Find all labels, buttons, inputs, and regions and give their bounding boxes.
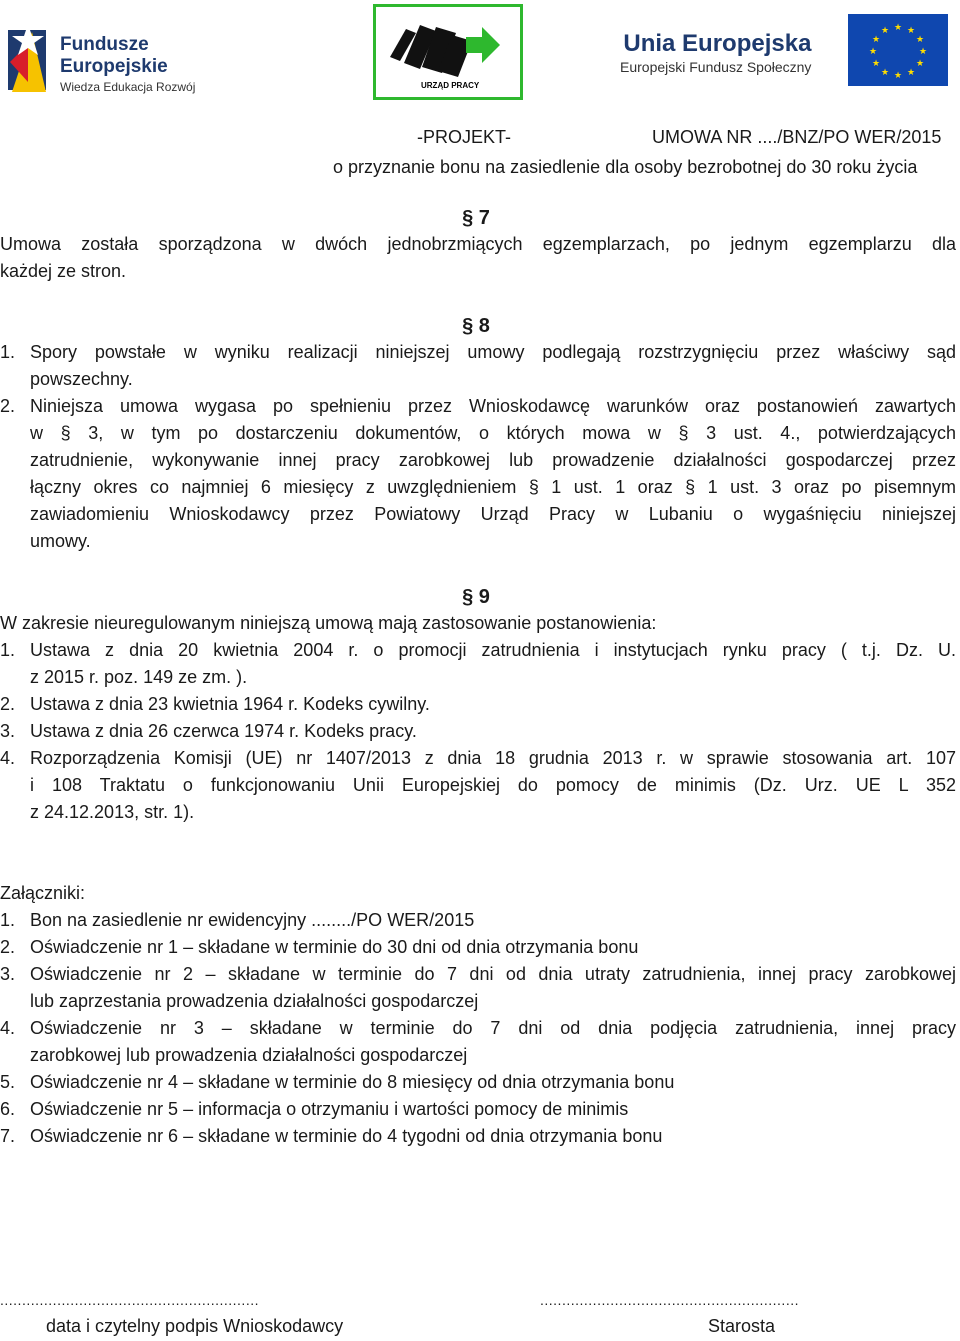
fe-star-icon [8, 22, 52, 98]
item-line: powszechny. [30, 369, 133, 389]
svg-text:★: ★ [880, 68, 890, 78]
item-number: 1. [0, 640, 16, 660]
item-number: 5. [0, 1072, 16, 1092]
document-header [0, 0, 960, 110]
urzad-pracy-arrow-icon [376, 9, 520, 79]
urzad-pracy-label: URZĄD PRACY [421, 81, 480, 90]
item-line: Ustawa z dnia 23 kwietnia 1964 r. Kodeks cywilny. [30, 694, 430, 714]
item-line: Oświadczenie nr 6 – składane w terminie do 4 tygodni od dnia otrzymania bonu [30, 1126, 663, 1146]
urzad-pracy-logo [373, 4, 523, 100]
item-number: 1. [0, 342, 16, 362]
fe-subtitle: Wiedza Edukacja Rozwój [60, 80, 196, 94]
section-8-heading: § 8 [462, 315, 490, 337]
starosta-signature-label: Starosta [708, 1316, 776, 1336]
item-line: Ustawa z dnia 20 kwietnia 2004 r. o promocji zatrudnienia i instytucjach rynku pracy ( t.j. Dz. U. [30, 640, 956, 660]
section-7-line-1: Umowa została sporządzona w dwóch jednobrzmiących egzemplarzach, po jednym egzemplarzu dla [0, 234, 956, 254]
item-number: 7. [0, 1126, 16, 1146]
svg-text:★: ★ [880, 26, 890, 36]
item-line: z 24.12.2013, str. 1). [30, 802, 195, 822]
item-line: Niniejsza umowa wygasa po spełnieniu przez Wnioskodawcę warunków oraz postanowień zawartych [30, 396, 956, 416]
fe-line2: Europejskie [60, 56, 168, 77]
item-number: 4. [0, 748, 16, 768]
eu-title: Unia Europejska [623, 30, 812, 57]
item-number: 2. [0, 396, 16, 416]
item-line: Oświadczenie nr 1 – składane w terminie do 30 dni od dnia otrzymania bonu [30, 937, 639, 957]
fundusze-europejskie-logo [8, 22, 208, 102]
item-number: 3. [0, 964, 16, 984]
item-line: umowy. [30, 531, 91, 551]
eu-logo-text [620, 30, 811, 76]
item-line: i 108 Traktatu o funkcjonowaniu Unii Europejskiej do pomocy de minimis (Dz. Urz. UE L 352 [30, 775, 956, 795]
item-line: z 2015 r. poz. 149 ze zm. ). [30, 667, 248, 687]
item-line: Bon na zasiedlenie nr ewidencyjny ......../PO WER/2015 [30, 910, 475, 930]
svg-text:★: ★ [893, 23, 903, 33]
item-line: zarobkowej lub prowadzenia działalności gospodarczej [30, 1045, 468, 1065]
item-number: 3. [0, 721, 16, 741]
item-line: Oświadczenie nr 2 – składane w terminie do 7 dni od dnia utraty zatrudnienia, innej pracy zarobkowej [30, 964, 956, 984]
item-line: Rozporządzenia Komisji (UE) nr 1407/2013 z dnia 18 grudnia 2013 r. w sprawie stosowania art. 107 [30, 748, 956, 768]
eu-flag-icon [848, 14, 948, 86]
fe-line1: Fundusze [60, 34, 149, 55]
item-line: Oświadczenie nr 4 – składane w terminie do 8 miesięcy od dnia otrzymania bonu [30, 1072, 675, 1092]
signature-line-right: ........................................................... [540, 1292, 799, 1308]
item-line: lub zaprzestania prowadzenia działalności gospodarczej [30, 991, 479, 1011]
item-line: łączny okres co najmniej 6 miesięcy z uwzględnieniem § 1 ust. 1 oraz § 1 ust. 3 oraz po pisemnym [30, 477, 956, 497]
svg-text:★: ★ [915, 59, 925, 69]
item-line: Spory powstałe w wyniku realizacji niniejszej umowy podlegają rozstrzygnięciu przez właściwy sąd [30, 342, 956, 362]
item-line: Oświadczenie nr 3 – składane w terminie do 7 dni od dnia podjęcia zatrudnienia, innej pracy [30, 1018, 956, 1038]
item-line: Ustawa z dnia 26 czerwca 1974 r. Kodeks pracy. [30, 721, 417, 741]
section-7-line-2: każdej ze stron. [0, 261, 127, 281]
item-number: 1. [0, 910, 16, 930]
svg-text:★: ★ [871, 35, 881, 45]
contract-number: UMOWA NR ..../BNZ/PO WER/2015 [652, 127, 942, 147]
item-number: 2. [0, 694, 16, 714]
svg-text:★: ★ [893, 71, 903, 81]
contract-subtitle: o przyznanie bonu na zasiedlenie dla osoby bezrobotnej do 30 roku życia [333, 157, 918, 177]
item-line: w § 3, w tym po dostarczeniu dokumentów, o których mowa w § 3 ust. 4., potwierdzających [30, 423, 956, 443]
section-9-intro: W zakresie nieuregulowanym niniejszą umową mają zastosowanie postanowienia: [0, 613, 657, 633]
item-line: zatrudnienie, wykonywanie innej pracy zarobkowej lub prowadzenie działalności gospodarczej przez [30, 450, 956, 470]
item-number: 2. [0, 937, 16, 957]
item-line: zawiadomieniu Wnioskodawcy przez Powiatowy Urząd Pracy w Lubaniu o wygaśnięciu niniejszej [30, 504, 956, 524]
section-7-heading: § 7 [462, 207, 490, 229]
item-number: 4. [0, 1018, 16, 1038]
signature-line-left: ........................................................... [0, 1292, 259, 1308]
svg-text:★: ★ [871, 59, 881, 69]
section-9-heading: § 9 [462, 586, 490, 608]
item-number: 6. [0, 1099, 16, 1119]
svg-text:★: ★ [906, 26, 916, 36]
svg-text:★: ★ [906, 68, 916, 78]
attachments-heading: Załączniki: [0, 883, 86, 903]
svg-text:★: ★ [915, 35, 925, 45]
item-line: Oświadczenie nr 5 – informacja o otrzymaniu i wartości pomocy de minimis [30, 1099, 629, 1119]
applicant-signature-label: data i czytelny podpis Wnioskodawcy [46, 1316, 344, 1336]
eu-subtitle: Europejski Fundusz Społeczny [620, 59, 812, 75]
svg-text:★: ★ [868, 47, 878, 57]
project-label: -PROJEKT- [417, 127, 512, 147]
svg-text:★: ★ [918, 47, 928, 57]
